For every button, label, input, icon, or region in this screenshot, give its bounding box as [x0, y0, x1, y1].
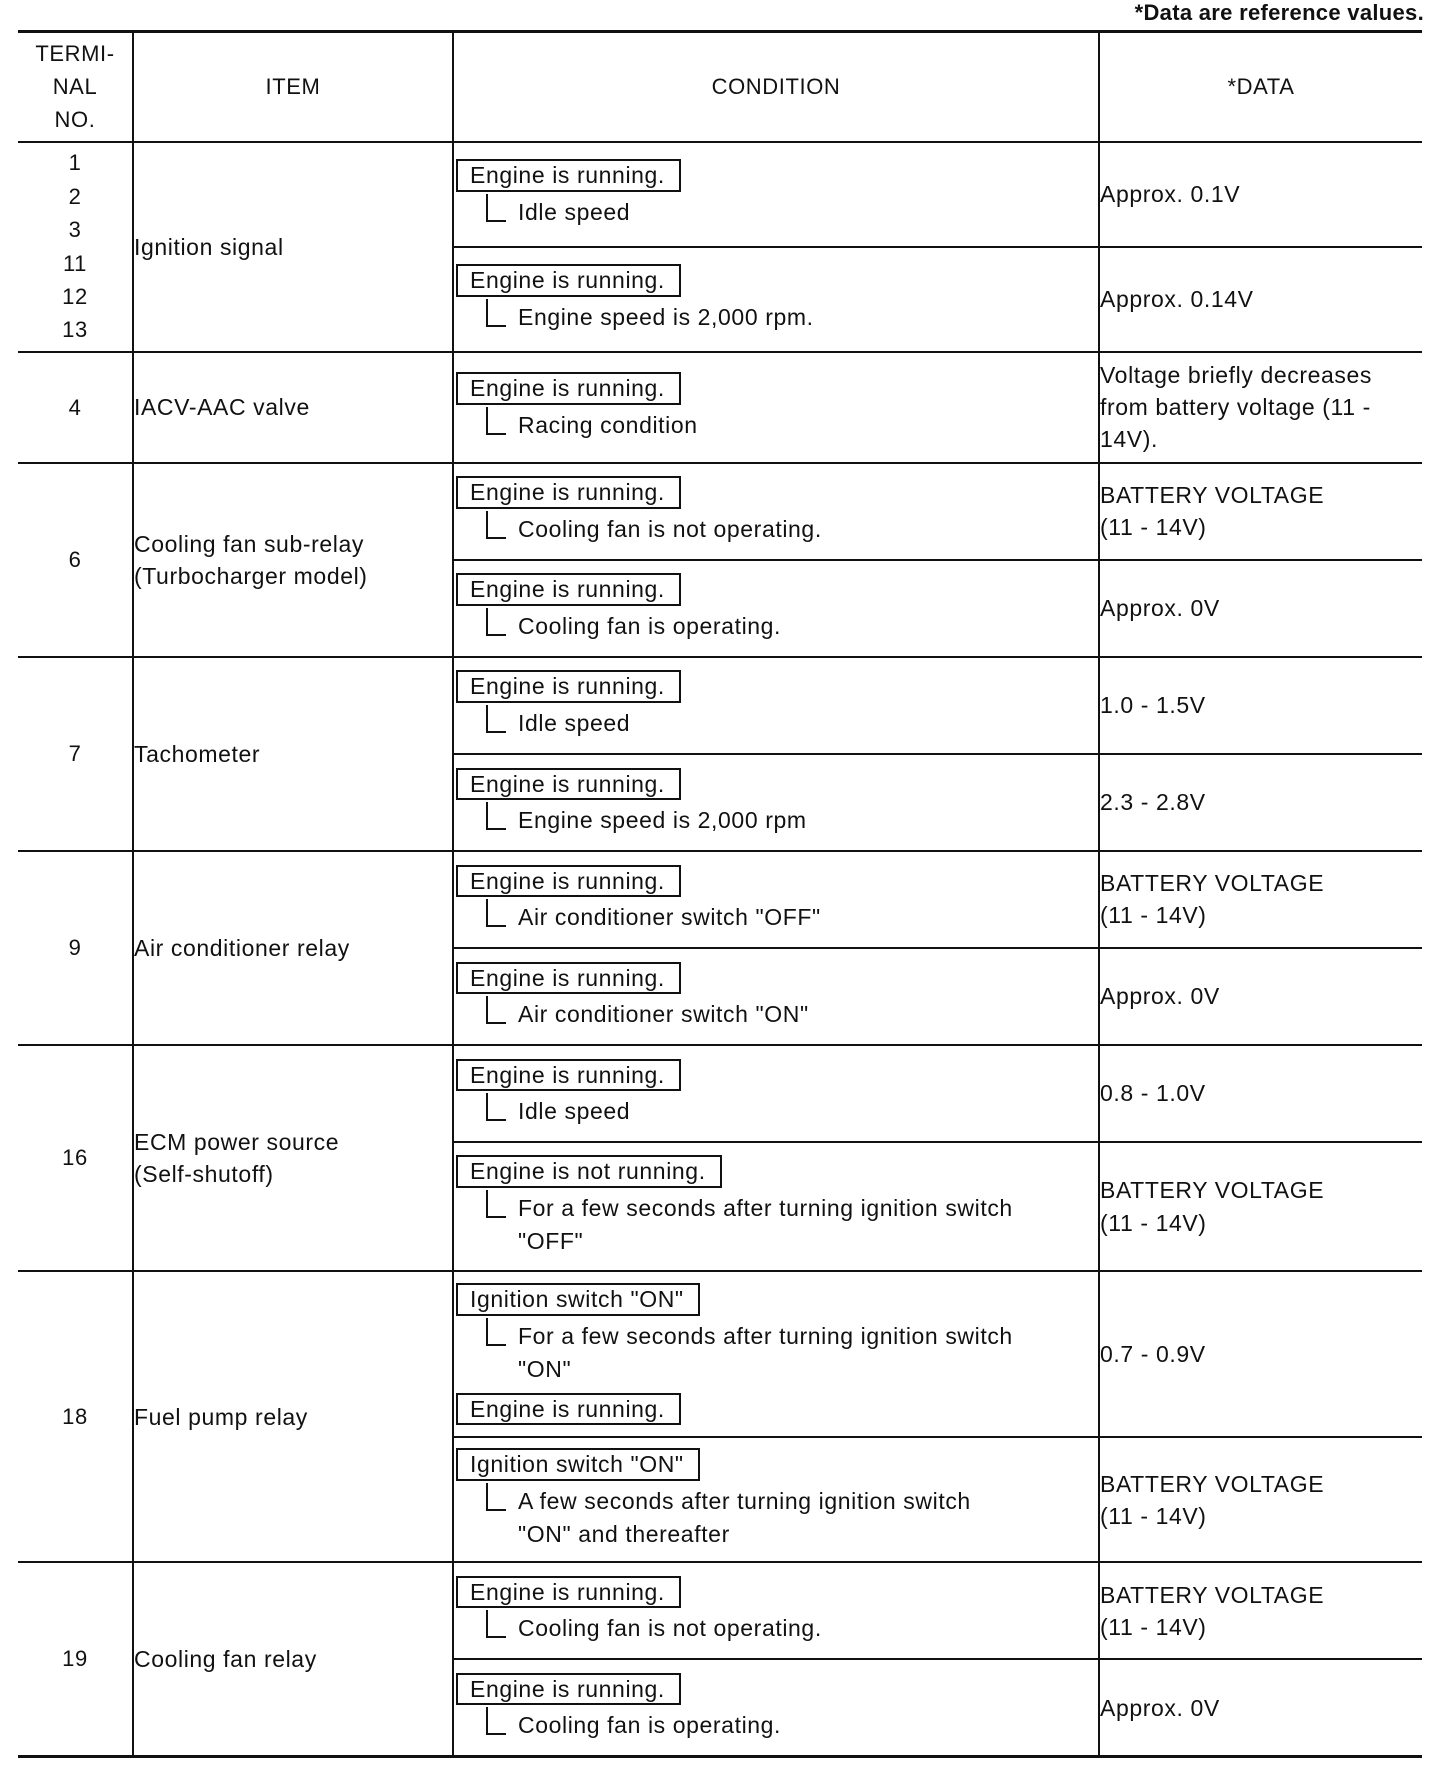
condition-cell	[453, 1045, 1099, 1142]
table-row	[18, 1562, 1422, 1659]
data-value: (11 - 14V)	[1100, 1209, 1207, 1236]
data-cell	[1099, 754, 1422, 851]
condition-box: Engine is running.	[456, 1673, 681, 1705]
condition-detail-text: Engine speed is 2,000 rpm	[518, 806, 807, 833]
item-cell	[133, 1045, 453, 1271]
data-cell	[1099, 851, 1422, 948]
branch-line-icon	[486, 1318, 506, 1346]
terminal-number: 16	[62, 1145, 88, 1171]
data-value: Approx. 0V	[1100, 983, 1220, 1010]
data-cell	[1099, 247, 1422, 352]
data-value: 0.7 - 0.9V	[1100, 1341, 1206, 1368]
item-cell	[133, 352, 453, 463]
terminal-number: 4	[68, 394, 82, 420]
condition-detail-text: For a few seconds after turning ignition switch	[518, 1322, 1013, 1349]
condition-detail-text: Air conditioner switch "OFF"	[518, 903, 821, 930]
terminal-number: 18	[62, 1404, 88, 1430]
item-label: Ignition signal	[134, 233, 284, 260]
data-cell	[1099, 1271, 1422, 1437]
condition-detail	[454, 1192, 1098, 1259]
item-label: (Self-shutoff)	[134, 1161, 274, 1188]
condition-box: Engine is running.	[456, 1393, 681, 1425]
condition-cell	[453, 1437, 1099, 1562]
terminal-number: 3	[68, 217, 82, 243]
condition-detail	[454, 1095, 1098, 1128]
condition-cell	[453, 851, 1099, 948]
condition-detail-text: "ON"	[518, 1356, 572, 1383]
terminal-number-cell	[18, 142, 133, 352]
terminal-number: 13	[62, 317, 88, 343]
item-label: Cooling fan relay	[134, 1646, 317, 1673]
condition-detail-text: Idle speed	[518, 709, 631, 736]
item-cell	[133, 657, 453, 851]
data-value: BATTERY VOLTAGE	[1100, 1470, 1325, 1497]
data-value: Approx. 0V	[1100, 1694, 1220, 1721]
data-cell	[1099, 948, 1422, 1045]
header-terminal	[18, 32, 133, 142]
condition-detail	[454, 610, 1098, 643]
condition-detail	[454, 1709, 1098, 1742]
condition-box: Engine is running.	[456, 573, 681, 605]
terminal-number: 6	[68, 547, 82, 573]
condition-cell	[453, 560, 1099, 657]
condition-cell	[453, 463, 1099, 560]
condition-box: Engine is running.	[456, 865, 681, 897]
data-value: (11 - 14V)	[1100, 1613, 1207, 1640]
condition-detail-text: Cooling fan is operating.	[518, 612, 782, 639]
data-value: BATTERY VOLTAGE	[1100, 1177, 1325, 1204]
branch-line-icon	[486, 1190, 506, 1218]
branch-line-icon	[486, 608, 506, 636]
condition-box: Ignition switch "ON"	[456, 1448, 700, 1480]
data-value: Approx. 0V	[1100, 595, 1220, 622]
data-cell	[1099, 1142, 1422, 1271]
table-row	[18, 851, 1422, 948]
branch-line-icon	[486, 511, 506, 539]
ecm-terminal-table	[18, 30, 1422, 1758]
branch-line-icon	[486, 407, 506, 435]
condition-box: Engine is running.	[456, 159, 681, 191]
condition-detail-text: Idle speed	[518, 198, 631, 225]
condition-box: Engine is running.	[456, 476, 681, 508]
condition-box: Engine is running.	[456, 1059, 681, 1091]
data-value: Approx. 0.14V	[1100, 286, 1254, 313]
branch-line-icon	[486, 1093, 506, 1121]
header-condition: CONDITION	[453, 32, 1099, 142]
terminal-number-cell	[18, 657, 133, 851]
condition-cell	[453, 247, 1099, 352]
condition-box: Engine is running.	[456, 962, 681, 994]
data-value: Voltage briefly decreases	[1100, 361, 1372, 388]
item-cell	[133, 463, 453, 657]
data-cell	[1099, 1659, 1422, 1756]
condition-box: Engine is running.	[456, 768, 681, 800]
condition-detail-text: For a few seconds after turning ignition switch	[518, 1194, 1013, 1221]
branch-line-icon	[486, 1707, 506, 1735]
branch-line-icon	[486, 899, 506, 927]
condition-detail-text: Air conditioner switch "ON"	[518, 1000, 809, 1027]
condition-detail	[454, 707, 1098, 740]
condition-detail-text: Cooling fan is operating.	[518, 1712, 782, 1739]
branch-line-icon	[486, 299, 506, 327]
condition-detail-text: Engine speed is 2,000 rpm.	[518, 303, 814, 330]
terminal-number: 9	[68, 935, 82, 961]
terminal-number-cell	[18, 1562, 133, 1756]
item-label: Tachometer	[134, 740, 261, 767]
data-cell	[1099, 657, 1422, 754]
data-value: 14V).	[1100, 426, 1158, 453]
branch-line-icon	[486, 194, 506, 222]
table-row	[18, 463, 1422, 560]
data-value: 0.8 - 1.0V	[1100, 1080, 1206, 1107]
terminal-number: 19	[62, 1646, 88, 1672]
condition-detail	[454, 513, 1098, 546]
branch-line-icon	[486, 1483, 506, 1511]
condition-detail	[454, 998, 1098, 1031]
item-cell	[133, 1562, 453, 1756]
data-cell	[1099, 1562, 1422, 1659]
data-cell	[1099, 560, 1422, 657]
condition-cell	[453, 1659, 1099, 1756]
condition-detail-text: Racing condition	[518, 411, 698, 438]
condition-detail-text: "OFF"	[518, 1227, 584, 1254]
condition-detail	[454, 1320, 1098, 1387]
table-row	[18, 1271, 1422, 1437]
data-value: 1.0 - 1.5V	[1100, 692, 1206, 719]
condition-detail	[454, 804, 1098, 837]
branch-line-icon	[486, 705, 506, 733]
data-value: BATTERY VOLTAGE	[1100, 870, 1325, 897]
header-terminal-line: NAL	[52, 74, 98, 100]
condition-detail	[454, 409, 1098, 442]
item-label: IACV-AAC valve	[134, 394, 310, 421]
condition-box: Ignition switch "ON"	[456, 1283, 700, 1315]
data-value: (11 - 14V)	[1100, 514, 1207, 541]
data-value: (11 - 14V)	[1100, 902, 1207, 929]
header-data: *DATA	[1099, 32, 1422, 142]
terminal-number: 7	[68, 741, 82, 767]
table-row	[18, 657, 1422, 754]
item-label: Cooling fan sub-relay	[134, 530, 364, 557]
condition-cell	[453, 1562, 1099, 1659]
data-value: BATTERY VOLTAGE	[1100, 1581, 1325, 1608]
condition-cell	[453, 142, 1099, 247]
condition-detail-text: Cooling fan is not operating.	[518, 515, 822, 542]
condition-cell	[453, 948, 1099, 1045]
data-value: from battery voltage (11 -	[1100, 394, 1371, 421]
condition-detail	[454, 1612, 1098, 1645]
terminal-number: 2	[68, 183, 82, 209]
item-label: Air conditioner relay	[134, 934, 350, 961]
condition-box: Engine is running.	[456, 264, 681, 296]
table-body	[18, 142, 1422, 1757]
data-value: Approx. 0.1V	[1100, 180, 1241, 207]
data-cell	[1099, 1437, 1422, 1562]
condition-detail-text: Cooling fan is not operating.	[518, 1615, 822, 1642]
terminal-number: 12	[62, 284, 88, 310]
condition-detail-text: Idle speed	[518, 1097, 631, 1124]
data-cell	[1099, 1045, 1422, 1142]
terminal-number-cell	[18, 352, 133, 463]
condition-box: Engine is running.	[456, 372, 681, 404]
item-cell	[133, 851, 453, 1045]
data-value: BATTERY VOLTAGE	[1100, 482, 1325, 509]
branch-line-icon	[486, 802, 506, 830]
item-cell	[133, 142, 453, 352]
header-item: ITEM	[133, 32, 453, 142]
condition-detail-text: A few seconds after turning ignition switch	[518, 1487, 971, 1514]
terminal-number-cell	[18, 1045, 133, 1271]
branch-line-icon	[486, 1610, 506, 1638]
condition-cell	[453, 1271, 1099, 1437]
header-terminal-line: TERMI-	[35, 41, 115, 67]
terminal-number: 11	[62, 250, 88, 276]
terminal-number-cell	[18, 463, 133, 657]
table-row	[18, 1045, 1422, 1142]
terminal-number-cell	[18, 1271, 133, 1562]
data-cell	[1099, 142, 1422, 247]
condition-box: Engine is not running.	[456, 1155, 722, 1187]
item-label: Fuel pump relay	[134, 1403, 308, 1430]
table-row	[18, 352, 1422, 463]
data-value: (11 - 14V)	[1100, 1502, 1207, 1529]
condition-cell	[453, 352, 1099, 463]
condition-cell	[453, 754, 1099, 851]
data-value: 2.3 - 2.8V	[1100, 789, 1206, 816]
condition-detail	[454, 901, 1098, 934]
condition-cell	[453, 1142, 1099, 1271]
condition-box: Engine is running.	[456, 1576, 681, 1608]
terminal-number: 1	[68, 150, 82, 176]
data-cell	[1099, 352, 1422, 463]
condition-detail-text: "ON" and thereafter	[518, 1520, 730, 1547]
condition-box: Engine is running.	[456, 670, 681, 702]
header-row	[18, 32, 1422, 142]
data-cell	[1099, 463, 1422, 560]
condition-detail	[454, 301, 1098, 334]
item-label: (Turbocharger model)	[134, 562, 368, 589]
item-label: ECM power source	[134, 1128, 340, 1155]
condition-detail	[454, 1485, 1098, 1552]
condition-cell	[453, 657, 1099, 754]
item-cell	[133, 1271, 453, 1562]
table-row	[18, 142, 1422, 247]
header-terminal-line: NO.	[54, 107, 96, 133]
condition-detail	[454, 196, 1098, 229]
reference-note: *Data are reference values.	[1134, 0, 1424, 25]
terminal-number-cell	[18, 851, 133, 1045]
branch-line-icon	[486, 996, 506, 1024]
